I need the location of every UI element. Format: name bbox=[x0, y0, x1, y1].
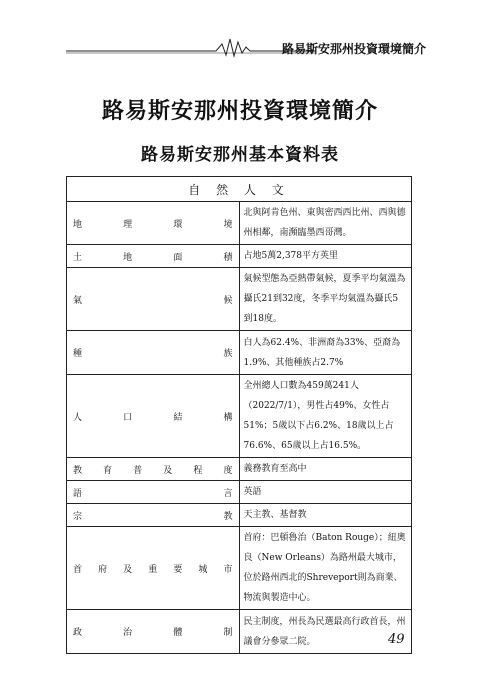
row-value: 占地5萬2,378平方英里 bbox=[239, 245, 412, 268]
row-label-text bbox=[73, 410, 233, 423]
row-value: 民主制度，州長為民選最高行政首長，州議會分參眾二院。 bbox=[239, 610, 412, 654]
row-label-char: 境 bbox=[223, 219, 233, 230]
row-label bbox=[67, 481, 240, 504]
row-label-char: 政 bbox=[73, 628, 83, 638]
row-label-char: 治 bbox=[123, 628, 133, 638]
row-label-text bbox=[73, 562, 233, 575]
row-label-char: 度 bbox=[223, 465, 233, 476]
row-value: 義務教育至高中 bbox=[239, 458, 412, 481]
row-label-char: 構 bbox=[223, 412, 233, 423]
table-row bbox=[67, 610, 412, 654]
row-label-char: 語 bbox=[73, 488, 83, 499]
row-label-text bbox=[73, 463, 233, 476]
row-value: 白人為62.4%、非洲裔為33%、亞裔為1.9%、其他種族占2.7% bbox=[239, 331, 412, 375]
page-number: 49 bbox=[388, 632, 405, 647]
row-label-char: 要 bbox=[173, 564, 183, 575]
row-label bbox=[67, 202, 240, 245]
row-label-char: 首 bbox=[73, 564, 83, 575]
row-value: 首府：巴頓魯治（Baton Rouge）；紐奧良（New Orleans）為路州最大城市，位於路州西北的Shreveport則為商業、物流與製造中心。 bbox=[239, 527, 412, 610]
row-label-char: 地 bbox=[123, 252, 133, 263]
table-row bbox=[67, 245, 412, 268]
table-row bbox=[67, 202, 412, 245]
row-label-char: 體 bbox=[173, 628, 183, 638]
basic-info-table bbox=[66, 176, 412, 654]
row-label-char: 府 bbox=[98, 564, 108, 575]
row-label bbox=[67, 245, 240, 268]
row-label bbox=[67, 458, 240, 481]
row-label-text bbox=[73, 625, 233, 638]
row-label bbox=[67, 268, 240, 331]
section-header-row bbox=[67, 177, 412, 202]
table-row bbox=[67, 481, 412, 504]
row-value: 北與阿肯色州、東與密西西比州、西與德州相鄰，南瀕臨墨西哥灣。 bbox=[239, 202, 412, 245]
row-label-char: 人 bbox=[73, 412, 83, 423]
row-label bbox=[67, 504, 240, 527]
row-label-char: 教 bbox=[223, 511, 233, 522]
row-label bbox=[67, 610, 240, 654]
row-label-char: 地 bbox=[73, 219, 83, 230]
document-title: 路易斯安那州投資環境簡介 bbox=[101, 99, 378, 124]
row-label-char: 氣 bbox=[73, 295, 83, 306]
row-label-text bbox=[73, 293, 233, 306]
row-label-text bbox=[73, 486, 233, 499]
row-label-char: 族 bbox=[223, 349, 233, 359]
row-label-char: 制 bbox=[223, 628, 233, 638]
row-label-char: 理 bbox=[123, 219, 133, 230]
row-label-char: 育 bbox=[103, 465, 113, 476]
table-row bbox=[67, 268, 412, 331]
table-row bbox=[67, 504, 412, 527]
row-label-char: 環 bbox=[173, 219, 183, 230]
row-label-char: 結 bbox=[173, 412, 183, 423]
row-label bbox=[67, 331, 240, 375]
row-value: 氣候型態為亞熱帶氣候，夏季平均氣溫為攝氏21到32度，冬季平均氣溫為攝氏5到18度。 bbox=[239, 268, 412, 331]
row-label-char: 重 bbox=[148, 564, 158, 575]
row-label-char: 口 bbox=[123, 412, 133, 423]
row-label-char: 市 bbox=[223, 564, 233, 575]
row-value: 英語 bbox=[239, 481, 412, 504]
table-row bbox=[67, 331, 412, 375]
heartbeat-line-ornament bbox=[66, 36, 316, 58]
row-label-char: 及 bbox=[123, 564, 133, 575]
row-label-char: 程 bbox=[193, 465, 203, 476]
table-title: 路易斯安那州基本資料表 bbox=[141, 145, 339, 165]
table-row bbox=[67, 375, 412, 458]
row-label-text bbox=[73, 250, 233, 263]
row-label-char: 候 bbox=[223, 295, 233, 306]
row-label-char: 積 bbox=[223, 252, 233, 263]
row-label-text bbox=[73, 217, 233, 230]
row-label-char: 教 bbox=[73, 465, 83, 476]
section-header: 自 然 人 文 bbox=[67, 177, 412, 202]
running-header bbox=[66, 36, 426, 58]
row-label-char: 及 bbox=[163, 465, 173, 476]
row-value: 全州總人口數為459萬241人（2022/7/1），男性占49%、女性占51%；5歲以下占6.2%、18歲以上占76.6%、65歲以上占16.5%。 bbox=[239, 375, 412, 458]
row-label-char: 面 bbox=[173, 252, 183, 263]
row-label-text bbox=[73, 346, 233, 359]
row-label-char: 言 bbox=[223, 488, 233, 499]
row-label-char: 種 bbox=[73, 349, 83, 359]
row-label bbox=[67, 375, 240, 458]
row-label bbox=[67, 527, 240, 610]
table-row bbox=[67, 458, 412, 481]
row-label-char: 宗 bbox=[73, 511, 83, 522]
table-row bbox=[67, 527, 412, 610]
row-label-char: 普 bbox=[133, 465, 143, 476]
row-label-char: 城 bbox=[198, 564, 208, 575]
running-header-title: 路易斯安那州投資環境簡介 bbox=[281, 42, 426, 56]
row-label-text bbox=[73, 509, 233, 522]
row-value: 天主教、基督教 bbox=[239, 504, 412, 527]
row-label-char: 土 bbox=[73, 252, 83, 263]
